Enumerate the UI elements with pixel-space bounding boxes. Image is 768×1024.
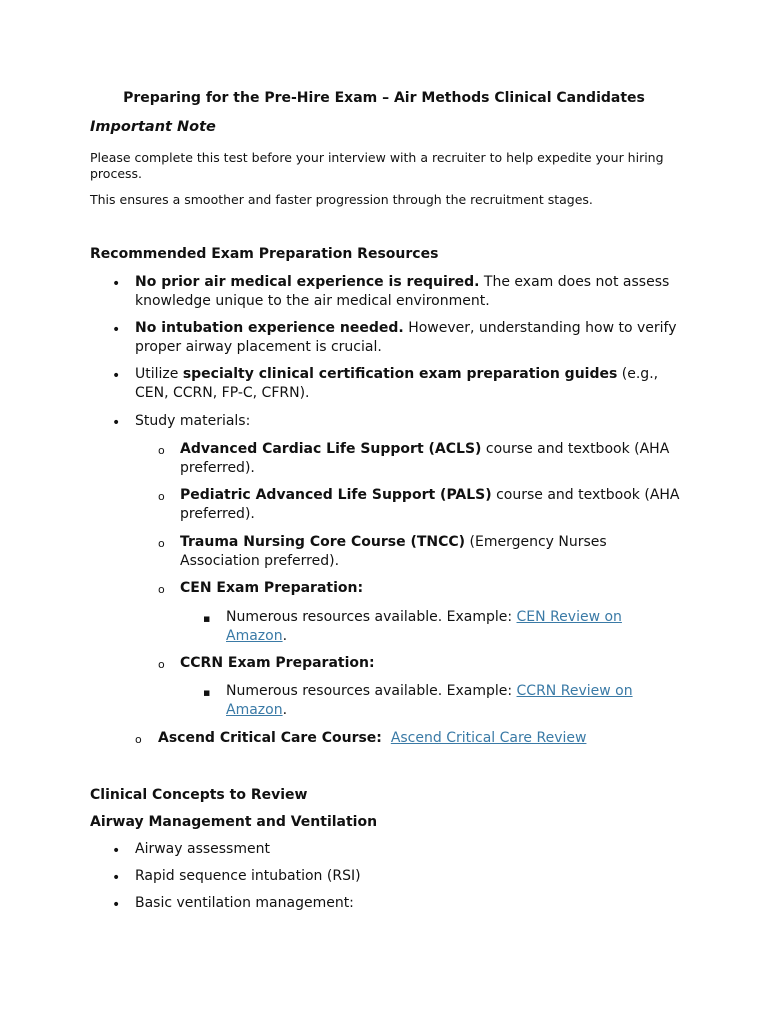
item-text: (e.g., CEN, CCRN, FP-C, CFRN).: [135, 366, 659, 401]
item-text: .: [282, 627, 288, 644]
bullet-dot: •: [112, 415, 121, 431]
concepts-heading: Clinical Concepts to Review: [90, 787, 308, 803]
list-item: [135, 273, 680, 310]
resources-heading: Recommended Exam Preparation Resources: [90, 246, 439, 262]
bullet-circle: o: [158, 444, 165, 457]
list-item: [135, 412, 680, 431]
ascend-course-label: Ascend Critical Care Course:: [158, 730, 382, 746]
note-paragraph-1: Please complete this test before your interview with a recruiter to help expedite your hiring process.: [90, 150, 664, 181]
item-bold-text: Pediatric Advanced Life Support (PALS): [180, 487, 492, 503]
bullet-square: ▪: [203, 686, 211, 699]
bullet-dot: •: [112, 870, 121, 886]
item-text: course and textbook (AHA preferred).: [180, 487, 680, 522]
bullet-circle: o: [158, 583, 165, 596]
item-text: Numerous resources available. Example:: [226, 683, 517, 699]
bullet-dot: •: [112, 322, 121, 338]
item-text: Utilize: [135, 366, 183, 382]
list-item: Basic ventilation management:: [135, 895, 354, 911]
list-item: [135, 365, 680, 402]
document-title: Preparing for the Pre-Hire Exam – Air Methods Clinical Candidates: [123, 90, 645, 106]
list-item: [180, 440, 680, 477]
bullet-dot: •: [112, 843, 121, 859]
item-bold-text: No intubation experience needed.: [135, 320, 404, 336]
bullet-square: ▪: [203, 612, 211, 625]
list-item: [180, 579, 680, 598]
item-bold-text: specialty clinical certification exam preparation guides: [182, 366, 618, 382]
list-item: Rapid sequence intubation (RSI): [135, 868, 361, 884]
ccrn-heading: CCRN Exam Preparation:: [180, 655, 375, 671]
important-note-heading: Important Note: [90, 119, 216, 135]
item-bold-text: Trauma Nursing Core Course (TNCC): [180, 534, 466, 550]
item-bold-text: Advanced Cardiac Life Support (ACLS): [180, 441, 482, 457]
airway-heading: Airway Management and Ventilation: [90, 814, 378, 830]
list-item: [135, 319, 680, 356]
bullet-circle: o: [158, 658, 165, 671]
item-bold-text: No prior air medical experience is required.: [135, 274, 480, 290]
bullet-dot: •: [112, 368, 121, 384]
list-item: Airway assessment: [135, 841, 270, 857]
ccrn-review-link[interactable]: CCRN Review on Amazon: [226, 683, 633, 718]
item-text: (Emergency Nurses Association preferred).: [180, 534, 607, 569]
item-text: However, understanding how to verify proper airway placement is crucial.: [135, 320, 677, 355]
item-text: Numerous resources available. Example:: [226, 609, 517, 625]
note-paragraph-2: This ensures a smoother and faster progression through the recruitment stages.: [90, 192, 593, 207]
bullet-dot: •: [112, 276, 121, 292]
list-item: [180, 486, 680, 523]
list-item: [158, 729, 680, 748]
list-item: [226, 608, 680, 645]
item-text: The exam does not assess knowledge unique to the air medical environment.: [135, 274, 670, 309]
bullet-dot: •: [112, 897, 121, 913]
bullet-circle: o: [158, 537, 165, 550]
item-text: .: [282, 701, 288, 718]
list-item: [180, 533, 680, 570]
list-item: [180, 654, 680, 673]
item-text: Study materials:: [135, 413, 251, 429]
ascend-review-link[interactable]: Ascend Critical Care Review: [390, 730, 587, 746]
cen-heading: CEN Exam Preparation:: [180, 580, 364, 596]
list-item: [226, 682, 680, 719]
cen-review-link[interactable]: CEN Review on Amazon: [226, 609, 622, 644]
item-text: course and textbook (AHA preferred).: [180, 441, 670, 476]
bullet-circle: o: [135, 733, 142, 746]
bullet-circle: o: [158, 490, 165, 503]
